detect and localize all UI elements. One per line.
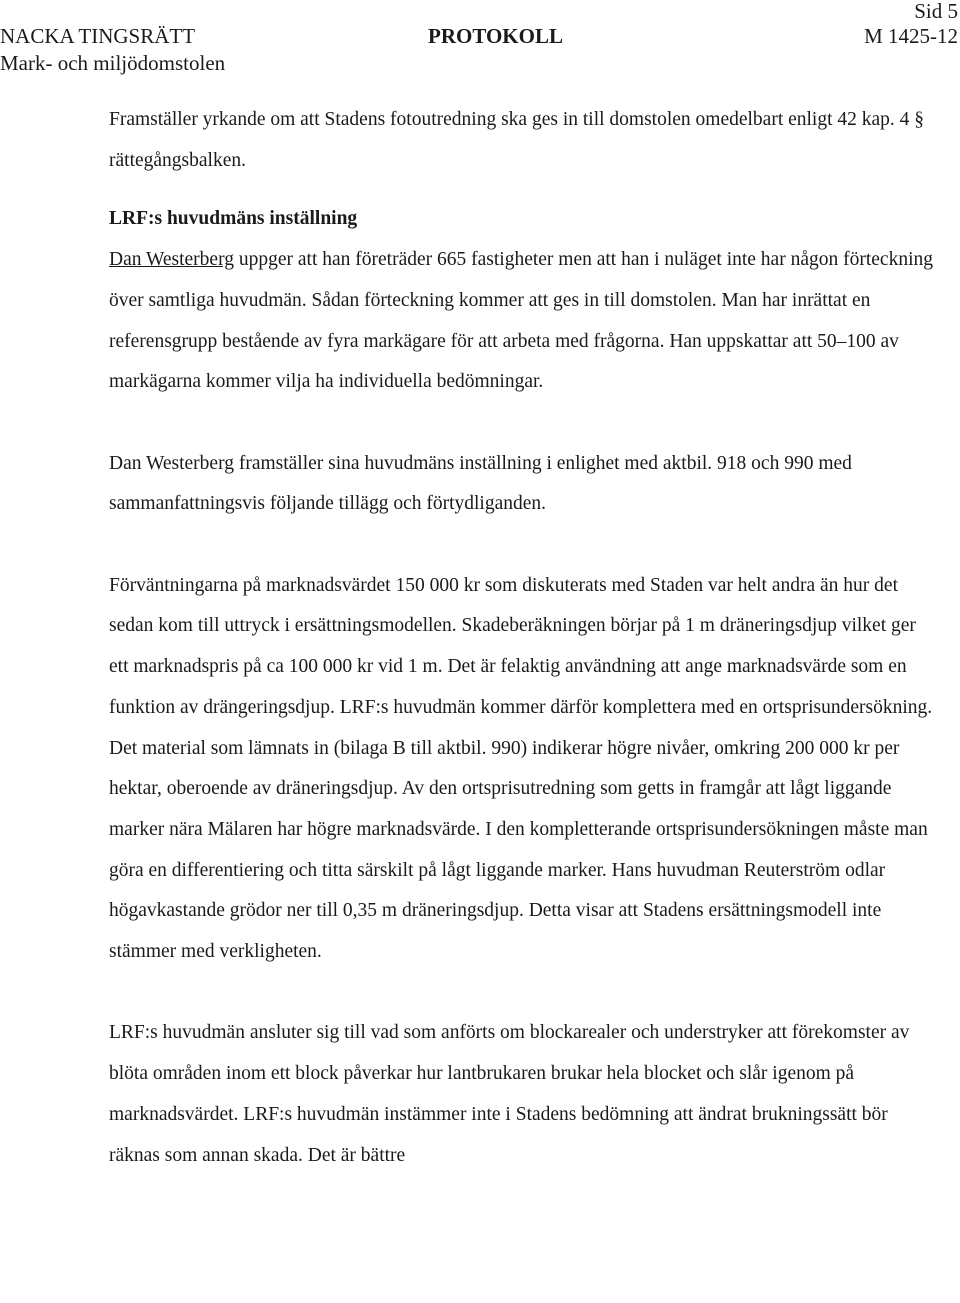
paragraph-block-areas: LRF:s huvudmän ansluter sig till vad som anförts om blockarealer och understryker att förekomster av blöta områden inom ett block påverkar hur lantbrukaren brukar hela blocket och slår igenom på marknadsvärdet. LRF:s huvudmän instämmer inte i Stadens bedömning att ändrat brukningssätt bör räknas som annan skada. Det är bättre [109, 1022, 910, 1166]
paragraph-position: Dan Westerberg framställer sina huvudmäns inställning i enlighet med aktbil. 918 och 990 med sammanfattningsvis följande tillägg och förtydliganden. [109, 452, 852, 515]
section-heading: LRF:s huvudmäns inställning [109, 208, 358, 230]
department-name: Mark- och miljödomstolen [0, 51, 226, 75]
paragraph-representation-text: uppger att han företräder 665 fastigheter men att han i nuläget inte har någon förteckning över samtliga huvudmän. Sådan förteckning kommer att ges in till domstolen. Man har inrättat en referensgrupp bestående av fyra markägare för att arbeta med frågorna. Han uppskattar att 50–100 av markägarna kommer vilja ha individuella bedömningar. [109, 249, 933, 393]
paragraph-market-value: Förväntningarna på marknadsvärdet 150 000 kr som diskuterats med Staden var helt andra än hur det sedan kom till uttryck i ersättningsmodellen. Skadeberäkningen börjar på 1 m dräneringsdjup vilket ger ett marknadspris på ca 100 000 kr vid 1 m. Det är felaktig användning att ange marknadsvärde som en funktion av drängeringsdjup. LRF:s huvudmän kommer därför komplettera med en ortsprisundersökning. Det material som lämnats in (bilaga B till aktbil. 990) indikerar högre nivåer, omkring 200 000 kr per hektar, oberoende av dräneringsdjup. Av den ortsprisutredning som getts in framgår att lågt liggande marker nära Mälaren har högre marknadsvärde. I den kompletterande ortsprisundersökningen måste man göra en differentiering och titta särskilt på lågt liggande marker. Hans huvudman Reuterström odlar högavkastande grödor ner till 0,35 m dräneringsdjup. Detta visar att Stadens ersättningsmodell inte stämmer med verkligheten. [109, 574, 933, 963]
document-type: PROTOKOLL [428, 24, 563, 48]
person-name: Dan Westerberg [109, 249, 234, 271]
page-number: Sid 5 [914, 0, 958, 23]
paragraph-request: Framställer yrkande om att Stadens fotoutredning ska ges in till domstolen omedelbart enligt 42 kap. 4 § rättegångsbalken. [109, 109, 925, 171]
court-name: NACKA TINGSRÄTT [0, 24, 196, 48]
paragraph-representation [109, 240, 934, 403]
case-number: M 1425-12 [864, 24, 958, 48]
document-body [109, 100, 934, 1176]
